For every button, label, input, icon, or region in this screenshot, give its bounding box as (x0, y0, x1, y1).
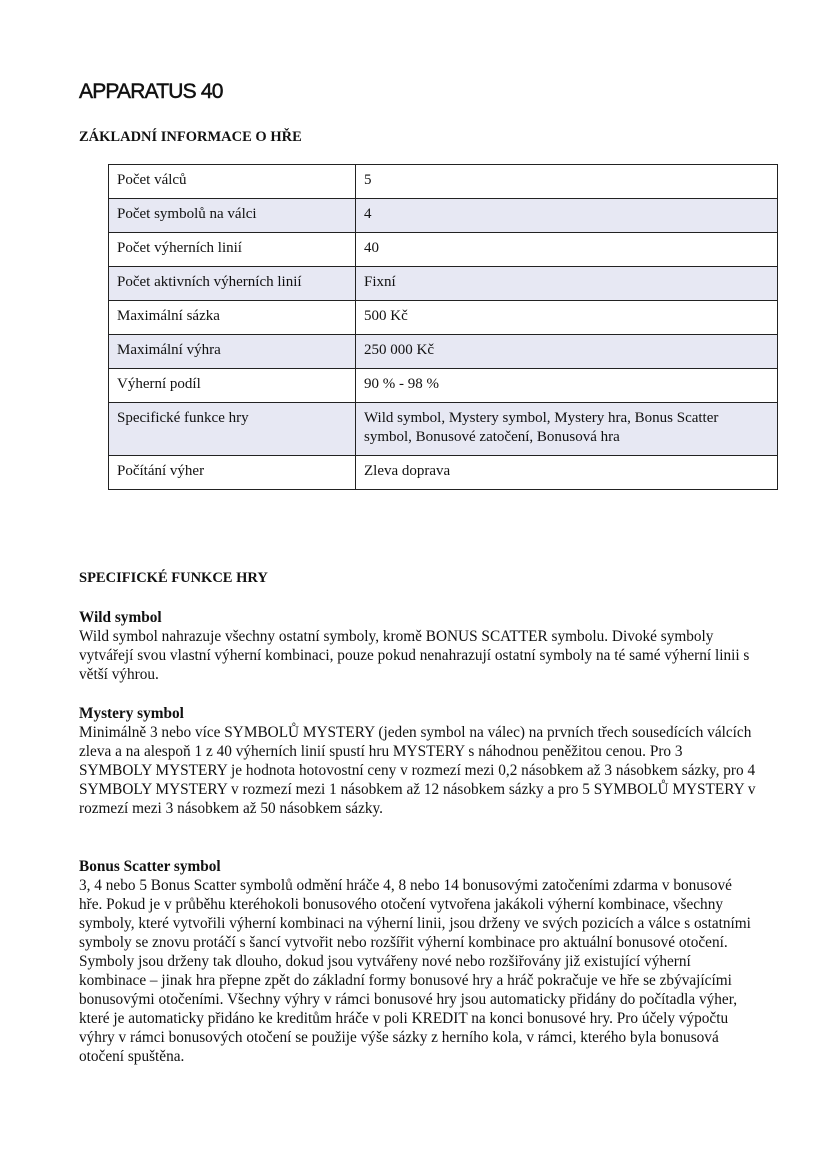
row-label: Počet symbolů na válci (109, 199, 356, 233)
row-label: Počet aktivních výherních linií (109, 267, 356, 301)
section-text: Wild symbol nahrazuje všechny ostatní symboly, kromě BONUS SCATTER symbolu. Divoké symboly vytvářejí svou vlastní výherní kombinaci, pouze pokud nenahrazují ostatní symboly na té samé výherní linii s větší výhrou. (79, 628, 750, 683)
row-value: 250 000 Kč (356, 335, 778, 369)
section-title: Bonus Scatter symbol (79, 858, 221, 875)
table-row (109, 403, 778, 456)
document-title: APPARATUS 40 (79, 80, 223, 103)
section-text: 3, 4 nebo 5 Bonus Scatter symbolů odmění hráče 4, 8 nebo 14 bonusovými zatočeními zdarma v bonusové hře. Pokud je v průběhu kteréhokoli bonusového otočení vytvořena jakákoli výherní kombinace, všechny symboly, které vytvořili výherní kombinaci na výherní linii, jsou drženy ve svých pozicích a válce s ostatními symboly se znovu protáčí s šancí vytvořit nebo rozšířit výherní kombinace pro aktuální bonusové otočení. Symboly jsou drženy tak dlouho, dokud jsou vytvářeny nové nebo rozšiřovány již existující výherní kombinace – jinak hra přepne zpět do základní formy bonusové hry a hráč pokračuje ve hře se zbývajícími bonusovými otočeními. Všechny výhry v rámci bonusové hry jsou automaticky přidány do počítadla výher, které je automaticky přidáno ke kreditům hráče v poli KREDIT na konci bonusové hry. Pro účely výpočtu výhry v rámci bonusových otočení se použije výše sázky z herního kola, v rámci, kterého byla bonusová otočení spuštěna. (79, 877, 751, 1065)
table-row (109, 165, 778, 199)
row-value: 4 (356, 199, 778, 233)
section-text: Minimálně 3 nebo více SYMBOLŮ MYSTERY (jeden symbol na válec) na prvních třech sousedících válcích zleva a na alespoň 1 z 40 výherních linií spustí hru MYSTERY s náhodnou peněžitou cenou. Pro 3 SYMBOLY MYSTERY je hodnota hotovostní ceny v rozmezí mezi 0,2 násobkem až 3 násobkem sázky, pro 4 SYMBOLY MYSTERY v rozmezí mezi 1 násobkem až 12 násobkem sázky a pro 5 SYMBOLŮ MYSTERY v rozmezí mezi 3 násobkem až 50 násobkem sázky. (79, 724, 756, 817)
features-heading: SPECIFICKÉ FUNKCE HRY (79, 570, 268, 586)
table-row (109, 267, 778, 301)
table-row (109, 301, 778, 335)
row-label: Počet válců (109, 165, 356, 199)
row-value: Fixní (356, 267, 778, 301)
table-row (109, 199, 778, 233)
wild-symbol-section (79, 608, 759, 684)
table-row (109, 369, 778, 403)
mystery-symbol-section (79, 704, 759, 818)
row-label: Maximální sázka (109, 301, 356, 335)
row-value: 5 (356, 165, 778, 199)
row-label: Počet výherních linií (109, 233, 356, 267)
row-value: 500 Kč (356, 301, 778, 335)
section-title: Mystery symbol (79, 705, 184, 722)
table-row (109, 233, 778, 267)
table-row (109, 456, 778, 490)
row-label: Specifické funkce hry (109, 403, 356, 456)
basic-info-table (108, 164, 778, 490)
table-row (109, 335, 778, 369)
row-value: Zleva doprava (356, 456, 778, 490)
row-label: Výherní podíl (109, 369, 356, 403)
row-value: Wild symbol, Mystery symbol, Mystery hra, Bonus Scatter symbol, Bonusové zatočení, Bonusová hra (356, 403, 778, 456)
row-label: Počítání výher (109, 456, 356, 490)
row-label: Maximální výhra (109, 335, 356, 369)
bonus-scatter-section (79, 857, 759, 1066)
basic-info-heading: ZÁKLADNÍ INFORMACE O HŘE (79, 129, 302, 145)
row-value: 90 % - 98 % (356, 369, 778, 403)
section-title: Wild symbol (79, 609, 162, 626)
row-value: 40 (356, 233, 778, 267)
